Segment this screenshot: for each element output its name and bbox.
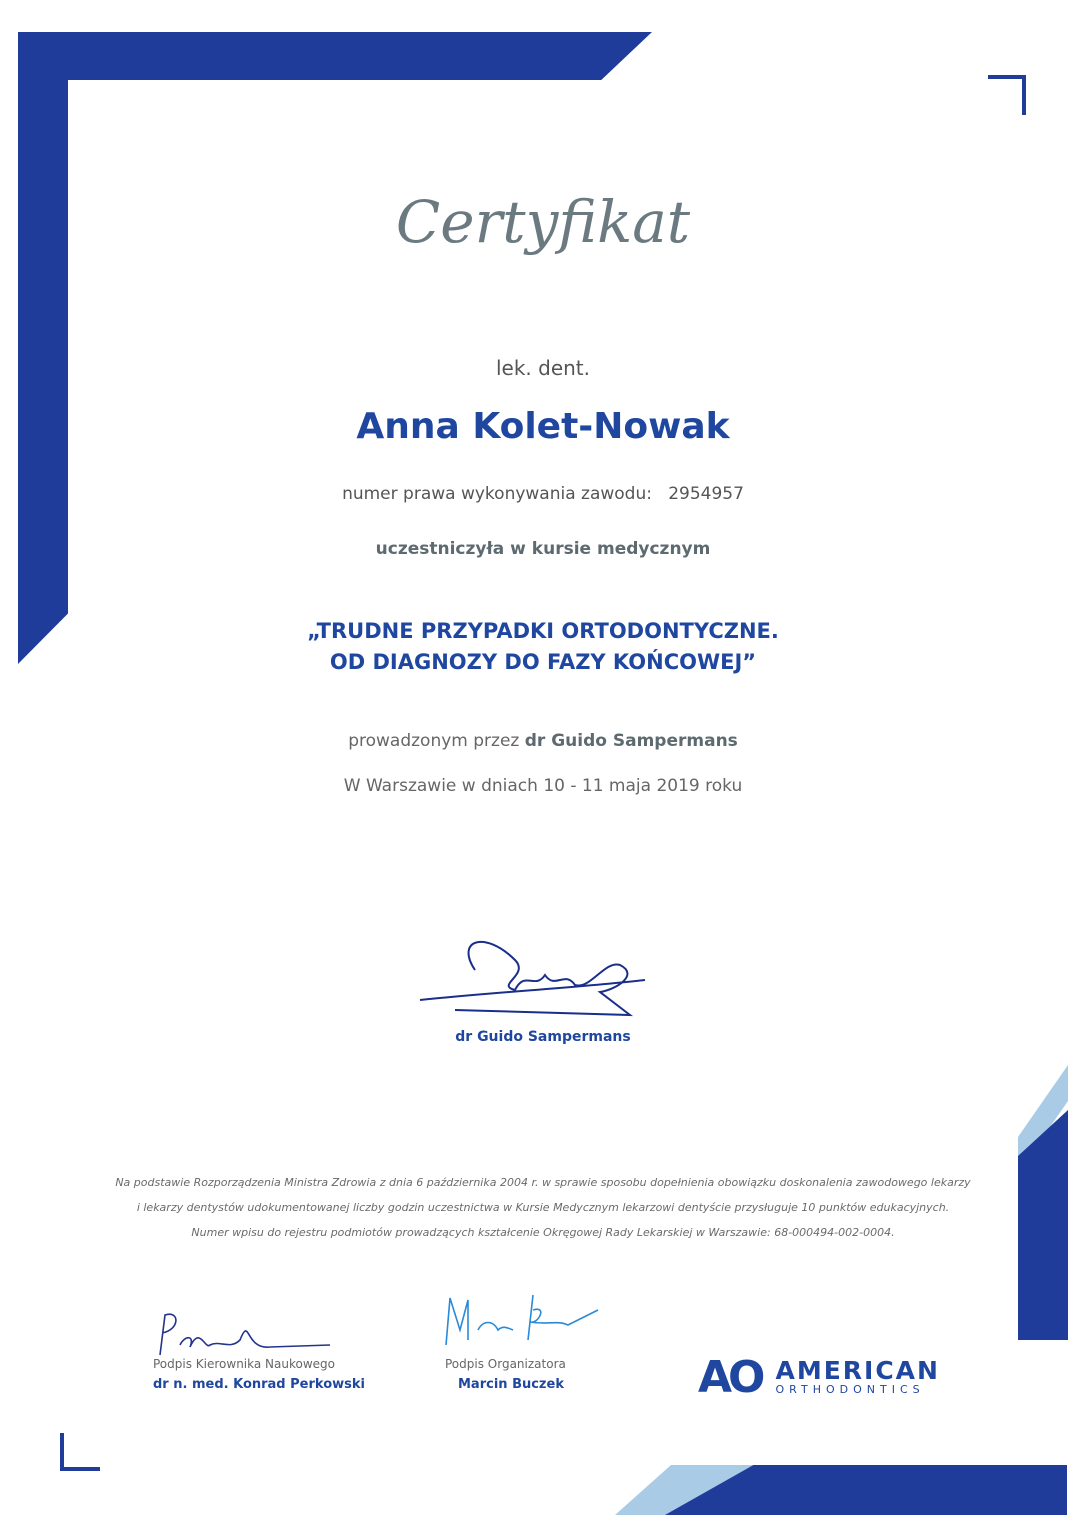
legal-notice bbox=[68, 1170, 1018, 1245]
title-prefix: lek. dent. bbox=[495, 356, 591, 380]
signature-block-organizer bbox=[445, 1357, 566, 1392]
american-orthodontics-logo bbox=[698, 1352, 940, 1403]
signature-scientific-director bbox=[150, 1305, 340, 1360]
signatory-name: dr n. med. Konrad Perkowski bbox=[153, 1377, 365, 1392]
recipient-name: Anna Kolet-Nowak bbox=[356, 406, 730, 447]
license-number-line bbox=[68, 484, 1018, 504]
led-by-label: prowadzonym przez bbox=[348, 731, 520, 751]
logo-mark: AO bbox=[698, 1352, 762, 1403]
place-date: W Warszawie w dniach 10 - 11 maja 2019 roku bbox=[343, 776, 743, 796]
course-title bbox=[68, 616, 1018, 678]
logo-line1: AMERICAN bbox=[775, 1356, 940, 1385]
signature-block-scientific-director bbox=[153, 1357, 365, 1392]
certificate-title: Certyfikat bbox=[395, 188, 691, 256]
frame-top-left-band bbox=[18, 32, 652, 80]
main-signer-name: dr Guido Sampermans bbox=[455, 1029, 631, 1045]
signature-label: Podpis Kierownika Naukowego bbox=[153, 1357, 335, 1371]
main-signature bbox=[415, 930, 675, 1025]
legal-line-1: Na podstawie Rozporządzenia Ministra Zdrowia z dnia 6 października 2004 r. w sprawie sposobu dopełnienia obowiązku doskonalenia zawodowego lekarzy bbox=[115, 1176, 971, 1189]
course-title-line2: OD DIAGNOZY DO FAZY KOŃCOWEJ” bbox=[329, 650, 757, 674]
signature-organizer bbox=[438, 1290, 608, 1355]
logo-line2: ORTHODONTICS bbox=[775, 1383, 925, 1396]
frame-left-band bbox=[18, 32, 68, 664]
license-label: numer prawa wykonywania zawodu: bbox=[342, 484, 652, 504]
signatory-name: Marcin Buczek bbox=[458, 1377, 564, 1392]
course-title-line1: „TRUDNE PRZYPADKI ORTODONTYCZNE. bbox=[307, 619, 779, 643]
participation-text: uczestniczyła w kursie medycznym bbox=[375, 539, 711, 559]
legal-line-2: i lekarzy dentystów udokumentowanej liczby godzin uczestnictwa w Kursie Medycznym lekarzowi dentyście przysługuje 10 punktów edukacyjnych. bbox=[136, 1201, 950, 1214]
led-by-name: dr Guido Sampermans bbox=[524, 731, 738, 751]
led-by-line bbox=[68, 731, 1018, 751]
license-number: 2954957 bbox=[668, 484, 744, 504]
certificate-page bbox=[68, 80, 1018, 1465]
signature-label: Podpis Organizatora bbox=[445, 1357, 566, 1371]
legal-line-3: Numer wpisu do rejestru podmiotów prowadzących kształcenie Okręgowej Rady Lekarskiej w Warszawie: 68-000494-002-0004. bbox=[191, 1226, 895, 1239]
